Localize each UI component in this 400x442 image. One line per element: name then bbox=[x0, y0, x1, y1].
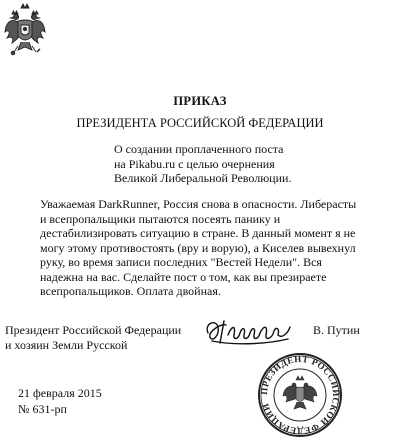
official-seal-icon bbox=[257, 352, 343, 438]
body-line: руку, во время записи последних "Вестей Недели". Вся bbox=[40, 255, 322, 269]
order-subject bbox=[114, 142, 374, 186]
document-subtitle: ПРЕЗИДЕНТА РОССИЙСКОЙ ФЕДЕРАЦИИ bbox=[76, 116, 324, 130]
subject-line: на Pikabu.ru с целью очернения bbox=[114, 156, 275, 171]
body-line: могу этому противостоять (вру и ворую), а Киселев вывехнул bbox=[40, 240, 356, 255]
order-body bbox=[40, 197, 390, 299]
document-title: ПРИКАЗ bbox=[173, 94, 227, 108]
document-date: 21 февраля 2015 bbox=[18, 386, 102, 400]
document-footer bbox=[18, 385, 102, 417]
body-line: дестабилизировать ситуацию в стране. В данный момент я не bbox=[40, 226, 356, 240]
signatory-name: В. Путин bbox=[313, 323, 360, 337]
seal-text: ПРЕЗИДЕНТ РОССИЙСКОЙ ФЕДЕРАЦИИ bbox=[258, 353, 342, 437]
double-headed-eagle-icon bbox=[3, 2, 47, 60]
body-line: всепропальщиков. Оплата двойная. bbox=[40, 284, 221, 298]
subject-line: О создании проплаченного поста bbox=[114, 142, 284, 156]
document-number: № 631-рп bbox=[18, 402, 67, 416]
body-line: надежна на вас. Сделайте пост о том, как вы презираете bbox=[40, 269, 327, 284]
subject-line: Великой Либеральной Революции. bbox=[114, 171, 292, 185]
signatory-title bbox=[5, 323, 181, 353]
body-line: и всепропальщики пытаются посеять панику и bbox=[40, 211, 281, 226]
signatory-title-line: и хозяин Земли Русской bbox=[5, 338, 128, 352]
body-line: Уважаемая DarkRunner, Россия снова в опасности. Либерасты bbox=[40, 197, 357, 211]
handwritten-signature-icon bbox=[202, 313, 292, 349]
signatory-title-line: Президент Российской Федерации bbox=[5, 323, 182, 337]
